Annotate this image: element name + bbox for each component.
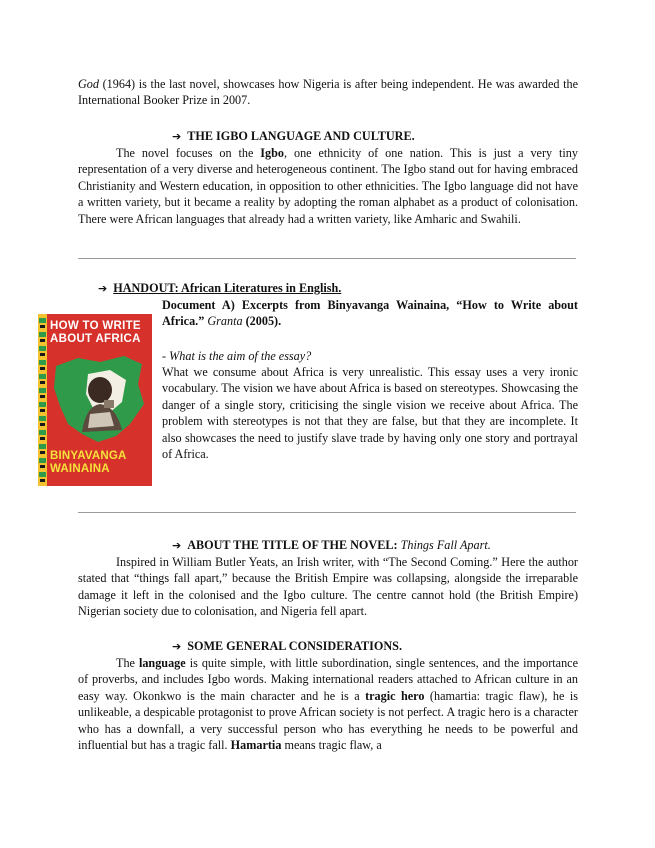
title-paragraph-text: Inspired in William Butler Yeats, an Irish writer, with “The Second Coming.” Here the author stated that “things fall apart,” because the British Empire was collapsing, alongside the irreparable damage it left in the colonised and the Igbo culture. The centre cannot hold (the British Empire) Nigerian society due to colonisation, and Nigeria fell apart. <box>78 555 578 619</box>
igbo-bold: Igbo <box>260 146 285 160</box>
heading-igbo <box>172 128 415 145</box>
doc-source: Granta <box>207 314 243 329</box>
general-bold-hamartia: Hamartia <box>230 738 282 753</box>
igbo-text-rest: , one ethnicity of one nation. This is just a very tiny representation of a very diverse and heterogeneous continent. The Igbo stand out for having embraced Christianity and Western education, in opposition to other ethnicities. The Igbo language did not have a written variety, but it became a reality by adopting the roman alphabet as a product of colonisation. There were African languages that already had a written variety, like Amharic and Swahili. <box>78 146 578 226</box>
igbo-paragraph <box>78 145 578 227</box>
heading-title-novel <box>172 537 491 554</box>
arrow-icon: ➔ <box>98 282 108 295</box>
arrow-icon: ➔ <box>172 539 182 552</box>
doc-year: (2005). <box>245 314 282 329</box>
cover-author-line1: BINYAVANGA <box>50 450 127 462</box>
igbo-text-start: The novel focuses on the <box>116 146 261 160</box>
heading-igbo-text: THE IGBO LANGUAGE AND CULTURE. <box>187 129 415 143</box>
cover-author-line2: WAINAINA <box>50 463 110 475</box>
heading-title-italic: Things Fall Apart. <box>400 538 491 552</box>
general-text-4: means tragic flaw, a <box>281 738 382 753</box>
intro-paragraph <box>78 76 578 109</box>
divider-1 <box>78 258 576 259</box>
general-text-1: The <box>116 656 139 670</box>
arrow-icon: ➔ <box>172 640 182 653</box>
heading-general <box>172 638 402 655</box>
intro-text: (1964) is the last novel, showcases how Nigeria is after being independent. He was awarded the International Booker Prize in 2007. <box>78 77 578 108</box>
handout-label <box>98 281 341 296</box>
answer-text: What we consume about Africa is very unrealistic. This essay uses a very ironic vocabulary. The vision we have about Africa is based on stereotypes. Showcasing the danger of a single story, criticising the single vision we receive about Africa. The problem with stereotypes is not that they are false, but that they are incomplete. It also showcases the need to justify slave trade by having only one story and portrayal of Africa. <box>162 365 578 462</box>
document-a-title <box>162 297 578 330</box>
heading-title-text: ABOUT THE TITLE OF THE NOVEL: <box>187 538 401 552</box>
general-text-3: (hamartia: tragic flaw), he is unlikeable, a despicable protagonist to prove African society is not perfect. A tragic hero is a character who has a downfall, a very successful person who has everything he needs to be powerful and influential but has a tragic fall. <box>78 688 578 753</box>
essay-answer <box>162 364 578 462</box>
question-text: - What is the aim of the essay? <box>162 349 312 363</box>
heading-general-text: SOME GENERAL CONSIDERATIONS. <box>187 639 403 653</box>
divider-2 <box>78 512 576 513</box>
essay-question <box>162 348 578 364</box>
cover-title-line1: HOW TO WRITE <box>50 320 141 332</box>
arrow-icon: ➔ <box>172 130 182 143</box>
general-bold-language: language <box>138 656 186 670</box>
title-paragraph <box>78 554 578 620</box>
general-text-2: is quite simple, with little subordination, single sentences, and the importance of proverbs, and includes Igbo words. Making international readers attached to African culture in an easy way. Okonkwo is the main character and he is a <box>78 656 578 703</box>
book-cover-image <box>38 314 152 486</box>
cover-title <box>50 320 150 345</box>
cover-title-line2: ABOUT AFRICA <box>50 332 141 345</box>
general-paragraph <box>78 655 578 753</box>
handout-label-text: HANDOUT: African Literatures in English. <box>113 281 342 295</box>
novel-title-god: God <box>78 77 99 91</box>
general-bold-tragic-hero: tragic hero <box>365 688 425 703</box>
cover-author <box>50 450 150 476</box>
doc-title-bold: Document A) Excerpts from Binyavanga Wainaina, “How to Write about Africa.” <box>162 298 578 329</box>
